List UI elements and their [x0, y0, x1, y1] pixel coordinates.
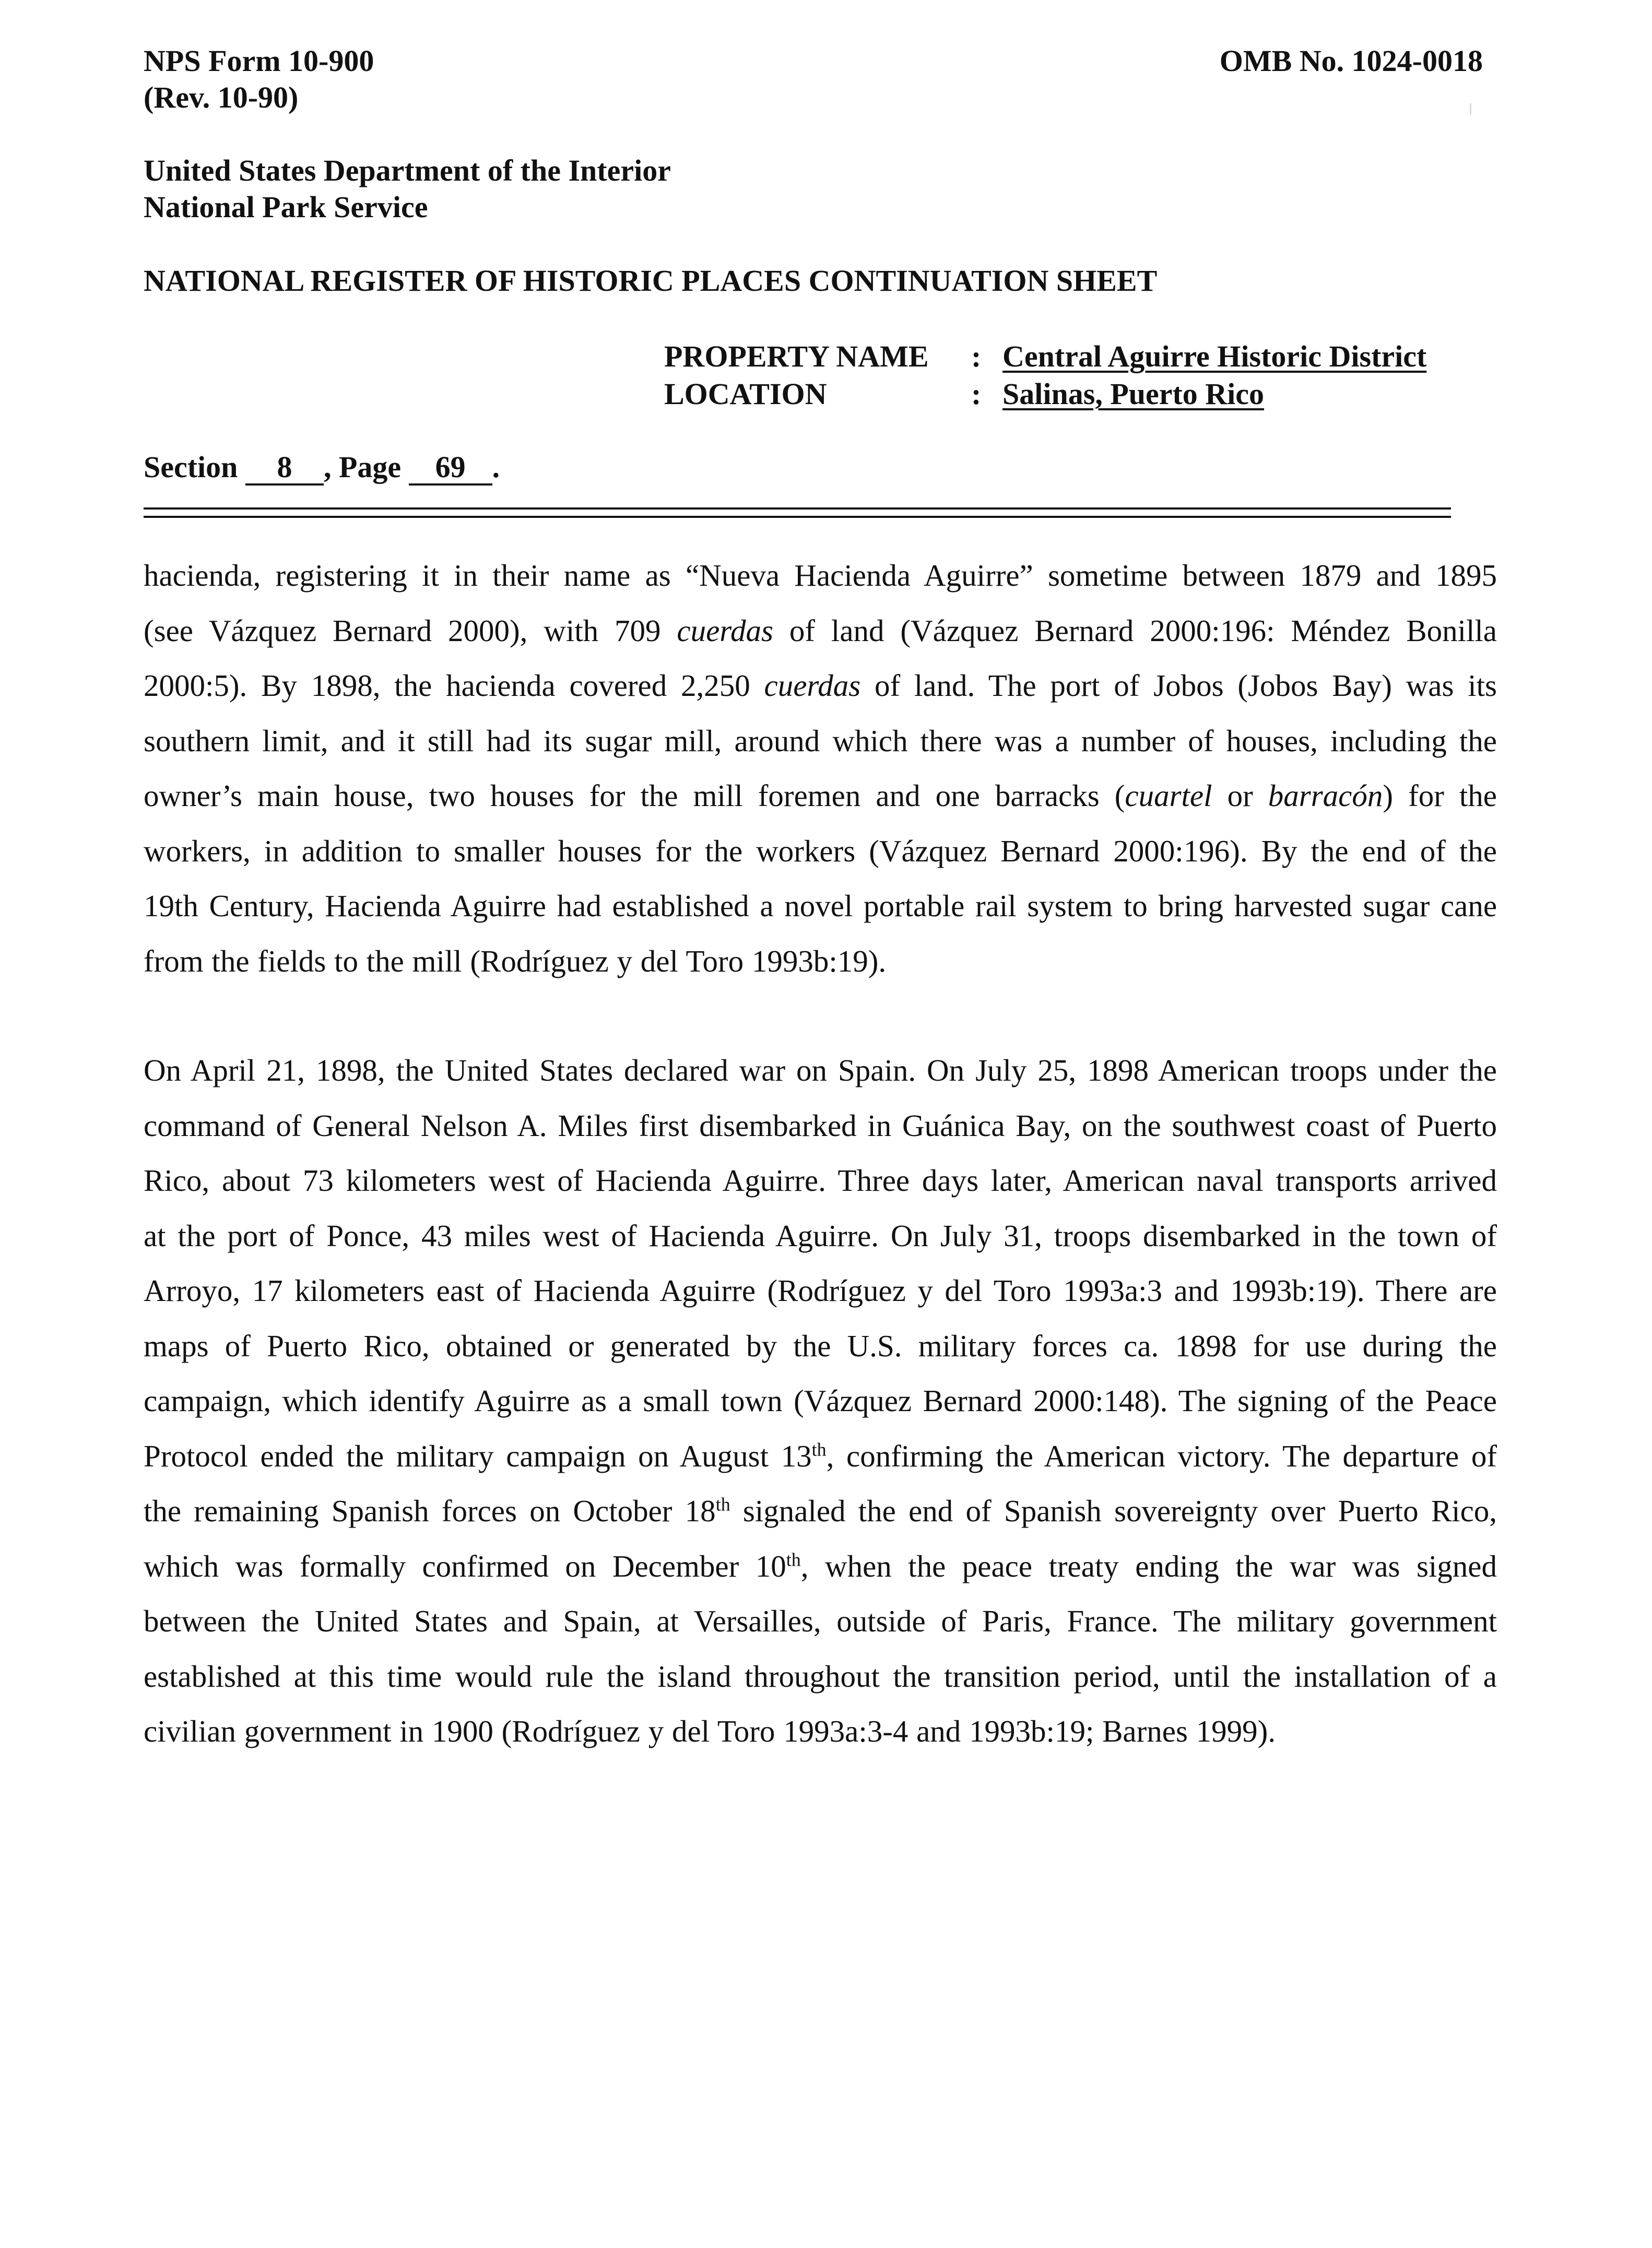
page-label: Page	[338, 450, 402, 484]
separator: :	[971, 339, 982, 373]
section-label: Section	[144, 450, 238, 484]
section-page-row: Section 8 , Page 69 .	[144, 449, 500, 486]
text-line: civilian government in 1900 (Rodríguez y del Toro 1993a:3-4 and 1993b:19; Barnes 1999).	[144, 1714, 1276, 1748]
text-line: between the United States and Spain, at Versailles, outside of Paris, France. The military government	[144, 1604, 1497, 1638]
property-name-label: PROPERTY NAME	[664, 339, 929, 373]
text-line: On April 21, 1898, the United States declared war on Spain. On July 25, 1898 American troops under the	[144, 1053, 1497, 1087]
section-number: 8	[245, 451, 324, 486]
agency-name: National Park Service	[144, 190, 428, 224]
text-line: Rico, about 73 kilometers west of Hacienda Aguirre. Three days later, American naval transports arrived	[144, 1163, 1497, 1198]
omb-number: OMB No. 1024-0018	[1219, 44, 1483, 78]
scan-mark	[1470, 103, 1471, 115]
text-line: maps of Puerto Rico, obtained or generated by the U.S. military forces ca. 1898 for use during the	[144, 1328, 1497, 1363]
header-divider	[144, 507, 1451, 510]
text-line: (see Vázquez Bernard 2000), with 709 cuerdas of land (Vázquez Bernard 2000:196: Méndez Bonilla	[144, 613, 1497, 648]
sheet-title: NATIONAL REGISTER OF HISTORIC PLACES CONTINUATION SHEET	[144, 264, 1158, 298]
separator: :	[971, 377, 982, 411]
text-line: owner’s main house, two houses for the mill foremen and one barracks (cuartel or barracón) for the	[144, 778, 1497, 813]
form-revision: (Rev. 10-90)	[144, 80, 299, 114]
text-line: southern limit, and it still had its sugar mill, around which there was a number of houses, including the	[144, 723, 1497, 758]
text-line: established at this time would rule the island throughout the transition period, until the installation of a	[144, 1659, 1497, 1694]
text-line: campaign, which identify Aguirre as a small town (Vázquez Bernard 2000:148). The signing of the Peace	[144, 1383, 1497, 1418]
text-line: Arroyo, 17 kilometers east of Hacienda Aguirre (Rodríguez y del Toro 1993a:3 and 1993b:19). There are	[144, 1273, 1497, 1308]
location-row	[664, 376, 1264, 412]
text-line: 19th Century, Hacienda Aguirre had established a novel portable rail system to bring harvested sugar cane	[144, 889, 1497, 923]
form-identifier	[144, 43, 374, 116]
text-line: the remaining Spanish forces on October 18th signaled the end of Spanish sovereignty over Puerto Rico,	[144, 1494, 1497, 1528]
text-line: Protocol ended the military campaign on August 13th, confirming the American victory. The departure of	[144, 1438, 1497, 1473]
text-line: which was formally confirmed on December 10th, when the peace treaty ending the war was signed	[144, 1548, 1497, 1583]
text-line: hacienda, registering it in their name as “Nueva Hacienda Aguirre” sometime between 1879 and 1895	[144, 558, 1497, 593]
text-line: from the fields to the mill (Rodríguez y del Toro 1993b:19).	[144, 943, 887, 978]
body-paragraph	[144, 548, 1497, 989]
department-name: United States Department of the Interior	[144, 153, 671, 187]
property-name-value: Central Aguirre Historic District	[1002, 339, 1427, 373]
body-paragraph	[144, 1043, 1497, 1759]
location-label: LOCATION	[664, 377, 827, 411]
page-number: 69	[409, 451, 492, 486]
text-line: workers, in addition to smaller houses for the workers (Vázquez Bernard 2000:196). By the end of the	[144, 833, 1497, 868]
form-number: NPS Form 10-900	[144, 44, 374, 78]
text-line: at the port of Ponce, 43 miles west of Hacienda Aguirre. On July 31, troops disembarked in the town of	[144, 1218, 1497, 1253]
location-value: Salinas, Puerto Rico	[1002, 377, 1265, 411]
text-line: 2000:5). By 1898, the hacienda covered 2,250 cuerdas of land. The port of Jobos (Jobos Bay) was its	[144, 668, 1497, 703]
agency-block	[144, 152, 671, 226]
text-line: command of General Nelson A. Miles first disembarked in Guánica Bay, on the southwest coast of Puerto	[144, 1108, 1497, 1143]
property-name-row	[664, 338, 1426, 375]
header-divider	[144, 516, 1451, 518]
